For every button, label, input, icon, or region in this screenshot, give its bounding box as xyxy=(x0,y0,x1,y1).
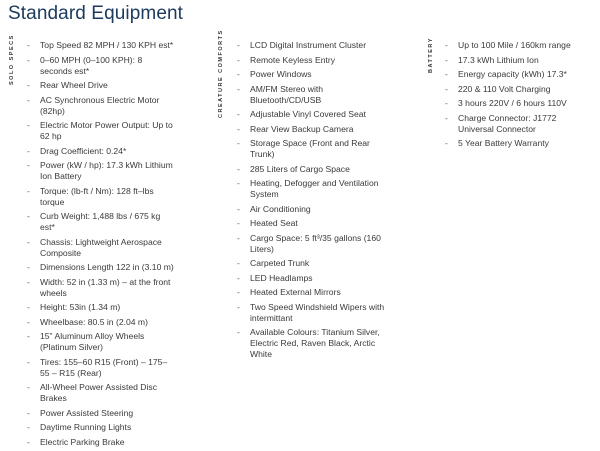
list-item: - AM/FM Stereo with Bluetooth/CD/USB xyxy=(236,84,386,106)
list-item: - Power Assisted Steering xyxy=(26,408,176,419)
solo-specs-column xyxy=(26,40,176,451)
list-item: - Power Windows xyxy=(236,69,386,80)
list-item: - Tires: 155–60 R15 (Front) – 175–55 – R15 (Rear) xyxy=(26,357,176,379)
list-item: - Power (kW / hp): 17.3 kWh Lithium Ion Battery xyxy=(26,160,176,182)
list-item: - 5 Year Battery Warranty xyxy=(444,138,594,149)
list-item: - Available Colours: Titanium Silver, Electric Red, Raven Black, Arctic White xyxy=(236,327,386,360)
list-item: - Cargo Space: 5 ft³/35 gallons (160 Liters) xyxy=(236,233,386,255)
list-item: - Charge Connector: J1772 Universal Connector xyxy=(444,113,594,135)
list-item: - 15" Aluminum Alloy Wheels (Platinum Silver) xyxy=(26,331,176,353)
list-item: - Electric Parking Brake xyxy=(26,437,176,448)
list-item: - AC Synchronous Electric Motor (82hp) xyxy=(26,95,176,117)
list-item: - Electric Motor Power Output: Up to 62 hp xyxy=(26,120,176,142)
list-item: - Remote Keyless Entry xyxy=(236,55,386,66)
list-item: - Top Speed 82 MPH / 130 KPH est* xyxy=(26,40,176,51)
section-label-creature-comforts: CREATURE COMFORTS xyxy=(218,29,224,118)
list-item: - 220 & 110 Volt Charging xyxy=(444,84,594,95)
creature-comforts-list xyxy=(236,40,386,360)
list-item: - Energy capacity (kWh) 17.3* xyxy=(444,69,594,80)
list-item: - Heated Seat xyxy=(236,218,386,229)
battery-list xyxy=(444,40,594,149)
list-item: - Height: 53in (1.34 m) xyxy=(26,302,176,313)
creature-comforts-column xyxy=(236,40,386,364)
solo-specs-list xyxy=(26,40,176,448)
list-item: - Curb Weight: 1,488 lbs / 675 kg est* xyxy=(26,211,176,233)
list-item: - Chassis: Lightweight Aerospace Composite xyxy=(26,237,176,259)
list-item: - LCD Digital Instrument Cluster xyxy=(236,40,386,51)
list-item: - Wheelbase: 80.5 in (2.04 m) xyxy=(26,317,176,328)
list-item: - 3 hours 220V / 6 hours 110V xyxy=(444,98,594,109)
list-item: - Two Speed Windshield Wipers with intermittant xyxy=(236,302,386,324)
list-item: - LED Headlamps xyxy=(236,273,386,284)
list-item: - Heated External Mirrors xyxy=(236,287,386,298)
list-item: - Carpeted Trunk xyxy=(236,258,386,269)
list-item: - Storage Space (Front and Rear Trunk) xyxy=(236,138,386,160)
section-label-solo-specs: SOLO SPECS xyxy=(9,34,15,85)
list-item: - Torque: (lb-ft / Nm): 128 ft–lbs torque xyxy=(26,186,176,208)
list-item: - 17.3 kWh Lithium Ion xyxy=(444,55,594,66)
section-label-battery: BATTERY xyxy=(428,37,434,73)
list-item: - Daytime Running Lights xyxy=(26,422,176,433)
list-item: - Drag Coefficient: 0.24* xyxy=(26,146,176,157)
battery-column xyxy=(444,40,594,153)
list-item: - Heating, Defogger and Ventilation System xyxy=(236,178,386,200)
list-item: - Adjustable Vinyl Covered Seat xyxy=(236,109,386,120)
list-item: - Up to 100 Mile / 160km range xyxy=(444,40,594,51)
list-item: - Rear Wheel Drive xyxy=(26,80,176,91)
list-item: - 285 Liters of Cargo Space xyxy=(236,164,386,175)
list-item: - Dimensions Length 122 in (3.10 m) xyxy=(26,262,176,273)
list-item: - Air Conditioning xyxy=(236,204,386,215)
page-title: Standard Equipment xyxy=(8,3,184,24)
list-item: - Width: 52 in (1.33 m) – at the front wheels xyxy=(26,277,176,299)
list-item: - Rear View Backup Camera xyxy=(236,124,386,135)
list-item: - 0–60 MPH (0–100 KPH): 8 seconds est* xyxy=(26,55,176,77)
list-item: - All-Wheel Power Assisted Disc Brakes xyxy=(26,382,176,404)
